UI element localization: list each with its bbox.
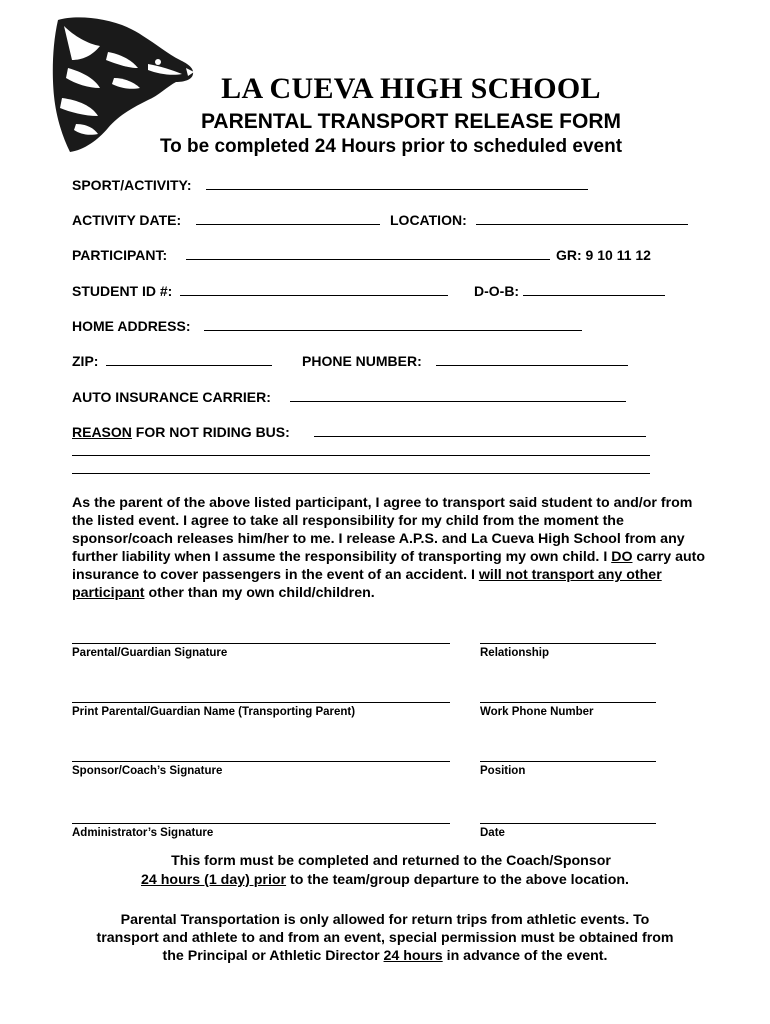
participant-field[interactable] xyxy=(186,259,550,260)
footer-line-2 xyxy=(0,871,770,890)
dob-label: D-O-B: xyxy=(474,283,520,299)
form-title: PARENTAL TRANSPORT RELEASE FORM xyxy=(200,110,621,133)
note-line-3b: in advance of the event. xyxy=(442,948,608,964)
form-subtitle: To be completed 24 Hours prior to scheduled event xyxy=(159,136,623,157)
date-line[interactable] xyxy=(480,823,656,824)
coach-signature-line[interactable] xyxy=(72,761,450,762)
participant-label: PARTICIPANT: xyxy=(72,247,168,263)
reason-line-2[interactable] xyxy=(72,455,650,456)
auto-insurance-label: AUTO INSURANCE CARRIER: xyxy=(72,389,271,405)
home-address-field[interactable] xyxy=(204,330,582,331)
work-phone-line[interactable] xyxy=(480,702,656,703)
zip-label: ZIP: xyxy=(72,353,99,369)
date-label: Date xyxy=(480,827,505,839)
reason-label xyxy=(72,423,290,441)
parent-signature-line[interactable] xyxy=(72,643,450,644)
footer-line-1: This form must be completed and returned to the Coach/Sponsor xyxy=(171,853,611,869)
coach-signature-label: Sponsor/Coach’s Signature xyxy=(72,765,223,777)
admin-signature-line[interactable] xyxy=(72,823,450,824)
agreement-do: DO xyxy=(611,549,633,565)
note-line-1: Parental Transportation is only allowed for return trips from athletic events. To xyxy=(120,912,650,928)
student-id-field[interactable] xyxy=(180,295,448,296)
reason-line-3[interactable] xyxy=(72,473,650,474)
activity-date-field[interactable] xyxy=(196,224,380,225)
dob-field[interactable] xyxy=(523,295,665,296)
agreement-paragraph xyxy=(72,494,712,602)
footer-line-2-rest: to the team/group departure to the above location. xyxy=(286,872,629,888)
reason-word: REASON xyxy=(72,424,132,440)
relationship-line[interactable] xyxy=(480,643,656,644)
activity-date-label: ACTIVITY DATE: xyxy=(72,212,182,228)
home-address-label: HOME ADDRESS: xyxy=(72,318,191,334)
work-phone-label: Work Phone Number xyxy=(480,706,594,718)
parent-signature-label: Parental/Guardian Signature xyxy=(72,647,228,659)
location-field[interactable] xyxy=(476,224,688,225)
position-line[interactable] xyxy=(480,761,656,762)
admin-signature-label: Administrator’s Signature xyxy=(72,827,214,839)
relationship-label: Relationship xyxy=(480,647,550,659)
reason-field[interactable] xyxy=(314,436,646,437)
sport-field[interactable] xyxy=(206,189,588,190)
student-id-label: STUDENT ID #: xyxy=(72,283,173,299)
sport-label: SPORT/ACTIVITY: xyxy=(72,177,192,193)
phone-number-field[interactable] xyxy=(436,365,628,366)
note-line-3 xyxy=(0,947,770,966)
grade-label[interactable]: GR: 9 10 11 12 xyxy=(556,247,651,263)
school-name: LA CUEVA HIGH SCHOOL xyxy=(221,72,601,105)
zip-field[interactable] xyxy=(106,365,272,366)
position-label: Position xyxy=(480,765,526,777)
phone-number-label: PHONE NUMBER: xyxy=(302,353,422,369)
agreement-will-not: will not transport any other participant xyxy=(72,567,662,601)
print-name-line[interactable] xyxy=(72,702,450,703)
note-24-hours: 24 hours xyxy=(383,948,443,964)
location-label: LOCATION: xyxy=(390,212,467,228)
agreement-text-1: As the parent of the above listed participant, I agree to transport said student to and/or from the listed event. I agree to take all responsibility for my child from the moment the sponsor/coach releases him/her to me. I release A.P.S. and La Cueva High School from any further liability when I assume the responsibility of transporting my own child. I xyxy=(72,495,693,565)
auto-insurance-field[interactable] xyxy=(290,401,626,402)
note-line-2: transport and athlete to and from an event, special permission must be obtained from xyxy=(96,930,674,946)
note-line-3a: the Principal or Athletic Director xyxy=(162,948,384,964)
reason-rest: FOR NOT RIDING BUS: xyxy=(131,424,290,440)
footer-deadline: 24 hours (1 day) prior xyxy=(141,872,287,888)
agreement-text-3: other than my own child/children. xyxy=(144,585,375,601)
agreement-text-2: carry auto insurance to cover passengers in the event of an accident. I xyxy=(72,549,706,583)
print-name-label: Print Parental/Guardian Name (Transporting Parent) xyxy=(72,706,356,718)
